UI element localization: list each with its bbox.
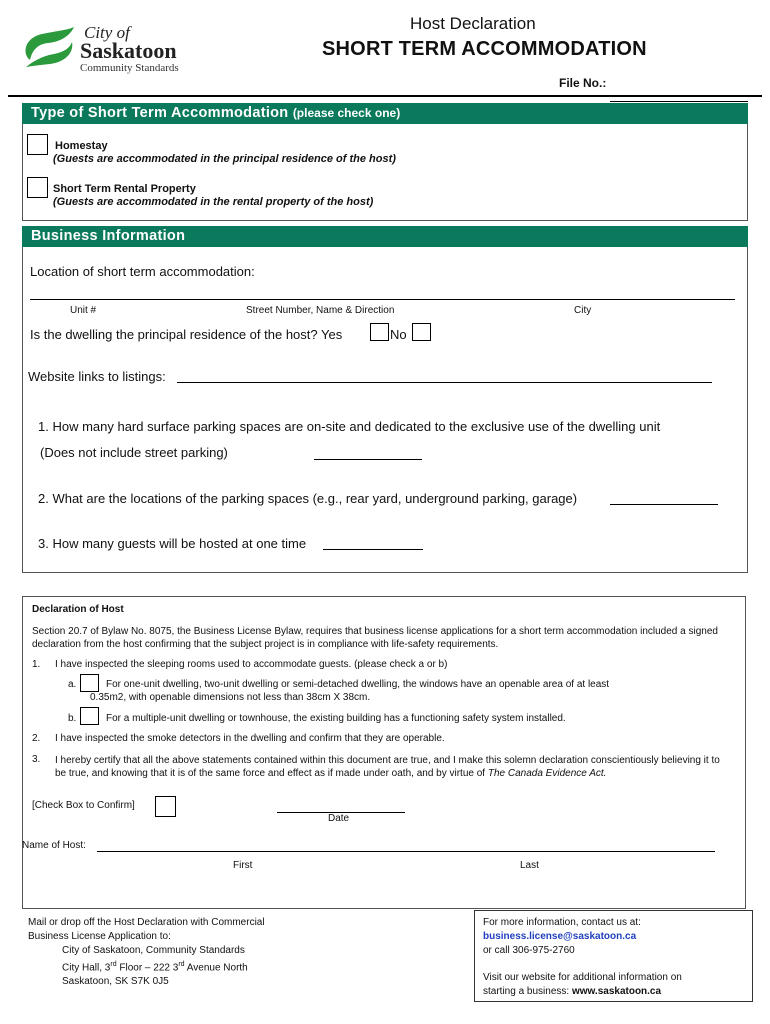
logo-dept-text: Community Standards xyxy=(80,62,179,74)
item-3-act: The Canada Evidence Act. xyxy=(487,768,607,779)
address-hall: City Hall, 3rd Floor – 222 3rd Avenue North xyxy=(62,961,248,974)
contact-intro: For more information, contact us at: xyxy=(483,917,641,928)
item-1a-checkbox[interactable] xyxy=(80,674,99,692)
date-field[interactable] xyxy=(277,799,405,813)
homestay-description: (Guests are accommodated in the principal residence of the host) xyxy=(53,153,396,165)
item-1a-text-line1: For one-unit dwelling, two-unit dwelling or semi-detached dwelling, the windows have an openable area of at least xyxy=(106,679,610,690)
accommodation-type-heading: Type of Short Term Accommodation xyxy=(31,105,289,121)
item-1a-text-line2: 0.35m2, with openable dimensions not less than 38cm X 38cm. xyxy=(90,692,371,703)
principal-residence-yes-checkbox[interactable] xyxy=(370,323,389,341)
parking-spaces-field[interactable] xyxy=(314,445,422,460)
accommodation-type-note: (please check one) xyxy=(292,106,401,120)
item-1b-checkbox[interactable] xyxy=(80,707,99,725)
website-field[interactable] xyxy=(177,368,712,383)
homestay-checkbox[interactable] xyxy=(27,134,48,155)
address-city: Saskatoon, SK S7K 0J5 xyxy=(62,976,169,988)
principal-residence-no-label: No xyxy=(390,327,407,342)
parking-locations-field[interactable] xyxy=(610,490,718,505)
parking-question-1-note: (Does not include street parking) xyxy=(40,445,228,460)
item-3-number: 3. xyxy=(32,754,41,765)
address-org: City of Saskatoon, Community Standards xyxy=(62,945,245,956)
street-label: Street Number, Name & Direction xyxy=(246,305,395,316)
item-2-number: 2. xyxy=(32,733,41,744)
website-label: Website links to listings: xyxy=(28,369,166,384)
rental-property-label: Short Term Rental Property xyxy=(53,183,196,195)
item-1a-letter: a. xyxy=(68,679,77,690)
visit-line-1: Visit our website for additional information on xyxy=(483,972,682,983)
declaration-heading: Declaration of Host xyxy=(32,604,124,615)
confirm-checkbox[interactable] xyxy=(155,796,176,817)
item-3-text xyxy=(55,754,723,780)
accommodation-type-header xyxy=(22,103,748,124)
mail-line-1: Mail or drop off the Host Declaration with Commercial xyxy=(28,917,265,928)
mailing-info xyxy=(28,916,265,989)
parking-question-1: 1. How many hard surface parking spaces are on-site and dedicated to the exclusive use of the dwelling unit xyxy=(38,419,661,434)
guests-field[interactable] xyxy=(323,535,423,550)
host-name-label: Name of Host: xyxy=(22,840,86,851)
parking-question-2: 2. What are the locations of the parking spaces (e.g., rear yard, underground parking, garage) xyxy=(38,491,578,506)
contact-info xyxy=(483,916,682,999)
business-info-header xyxy=(22,226,748,247)
location-field[interactable] xyxy=(30,284,735,300)
city-logo-wordmark xyxy=(80,24,179,74)
guests-question: 3. How many guests will be hosted at one time xyxy=(38,536,307,551)
unit-label: Unit # xyxy=(70,305,97,316)
first-name-label: First xyxy=(233,860,253,871)
location-label: Location of short term accommodation: xyxy=(30,264,255,279)
document-type: Host Declaration xyxy=(410,14,536,33)
item-1-number: 1. xyxy=(32,659,41,670)
item-3-statement: I hereby certify that all the above statements contained within this document are true, and I make this solemn declaration conscientiously believing it to be true, and knowing that it is of the same force and effect as if made under oath, and by virtue of xyxy=(55,755,720,779)
website-link[interactable]: www.saskatoon.ca xyxy=(571,986,662,997)
city-logo-icon xyxy=(20,26,76,68)
principal-residence-question: Is the dwelling the principal residence of the host? Yes xyxy=(30,327,343,342)
header-divider xyxy=(8,95,762,97)
item-1b-text: For a multiple-unit dwelling or townhouse, the existing building has a functioning safety system installed. xyxy=(106,713,566,724)
last-name-label: Last xyxy=(520,860,539,871)
declaration-intro: Section 20.7 of Bylaw No. 8075, the Business License Bylaw, requires that business license applications for a short term accommodation included a signed declaration from the host confirming that the subject project is in compliance with life-safety requirements. xyxy=(32,626,718,650)
principal-residence-no-checkbox[interactable] xyxy=(412,323,431,341)
logo-city-text: City of xyxy=(84,23,130,42)
contact-phone: or call 306-975-2760 xyxy=(483,945,575,956)
item-2-text: I have inspected the smoke detectors in the dwelling and confirm that they are operable. xyxy=(55,733,445,744)
rental-property-description: (Guests are accommodated in the rental property of the host) xyxy=(53,196,374,208)
business-info-heading: Business Information xyxy=(31,228,186,244)
item-1b-letter: b. xyxy=(68,713,77,724)
mail-line-2: Business License Application to: xyxy=(28,931,171,942)
confirm-label: [Check Box to Confirm] xyxy=(32,800,135,811)
visit-line-2: starting a business: xyxy=(483,986,570,997)
homestay-label: Homestay xyxy=(55,140,108,152)
city-label: City xyxy=(574,305,592,316)
host-name-field[interactable] xyxy=(97,838,715,852)
date-label: Date xyxy=(328,813,350,824)
contact-email-link[interactable]: business.license@saskatoon.ca xyxy=(483,931,637,942)
page-title: SHORT TERM ACCOMMODATION xyxy=(322,38,647,60)
logo-name-text: Saskatoon xyxy=(80,38,177,63)
file-no-label: File No.: xyxy=(559,76,607,90)
rental-property-checkbox[interactable] xyxy=(27,177,48,198)
item-1-text: I have inspected the sleeping rooms used to accommodate guests. (please check a or b) xyxy=(55,659,448,670)
